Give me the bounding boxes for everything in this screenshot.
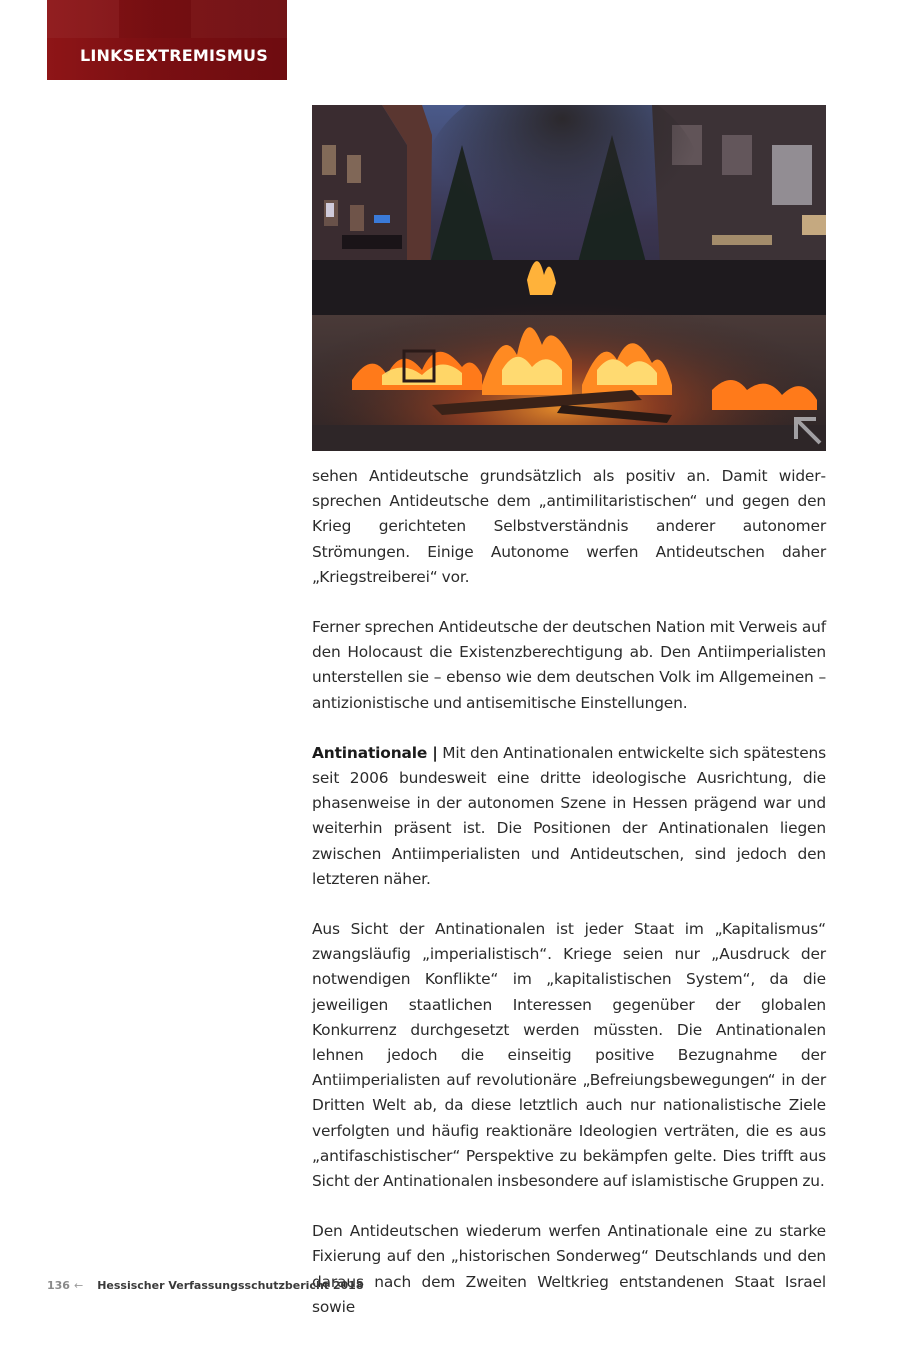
- page-footer: [47, 1279, 364, 1292]
- banner-stripe: [47, 0, 287, 38]
- paragraph: Ferner sprechen Antideutsche der deutschen Nation mit Verweis auf den Holocaust die Existenzberechtigung ab. Den Antiimperialisten unterstellen sie – ebenso wie dem deutschen Volk im Allgemeinen – antizionistische und antisemitische Einstellungen.: [312, 618, 826, 712]
- paragraph: Den Antideutschen wiederum werfen Antinationale eine zu starke Fixierung auf den „historischen Sonderweg“ Deutschlands und den daraus nach dem Zweiten Weltkrieg entstandenen Staat Israel sowie: [312, 1222, 826, 1316]
- section-banner: [47, 0, 287, 80]
- section-label: LINKSEXTREMISMUS: [80, 46, 268, 65]
- paragraph: [312, 741, 826, 892]
- main-text: [312, 464, 826, 1345]
- riot-fire-photo: [312, 105, 826, 451]
- paragraph-body: Mit den Antinationalen entwickelte sich spätestens seit 2006 bundesweit eine dritte ideologische Ausrichtung, die phasenweise in der autonomen Szene in Hessen prägend war und weiterhin präsent ist. Die Positionen der Antinationalen liegen zwischen Antiimperialisten und Antideutschen, sind jedoch den letzteren näher.: [312, 743, 826, 888]
- page-number: 136: [47, 1279, 70, 1292]
- paragraph-heading: Antinationale |: [312, 743, 438, 762]
- report-title: Hessischer Verfassungsschutzbericht 2018: [97, 1279, 364, 1292]
- back-arrow-icon[interactable]: ←: [73, 1279, 84, 1292]
- paragraph: sehen Antideutsche grundsätzlich als positiv an. Damit widersprechen Antideutsche dem „antimilitaristischen“ und gegen den Krieg gerichteten Selbstverständnis anderer autonomer Strömungen. Einige Autonome werfen Antideutschen daher „Kriegstreiberei“ vor.: [312, 467, 826, 586]
- paragraph: Aus Sicht der Antinationalen ist jeder Staat im „Kapitalismus“ zwangsläufig „imperialistisch“. Kriege seien nur „Ausdruck der notwendigen Konflikte“ im „kapitalistischen System“, da die jeweiligen staatlichen Interessen gegenüber der globalen Konkurrenz durchgesetzt werden müssten. Die Antinationalen lehnen jedoch die einseitig positive Bezugnahme der Antiimperialisten auf revolutionäre „Befreiungsbewegungen“ in der Dritten Welt ab, da diese letztlich auch nur nationalistische Ziele verfolgten und häufig reaktionäre Ideologien verträten, die es aus „antifaschistischer“ Perspektive zu bekämpfen gelte. Dies trifft aus Sicht der Antinationalen insbesondere auf islamistische Gruppen zu.: [312, 920, 826, 1191]
